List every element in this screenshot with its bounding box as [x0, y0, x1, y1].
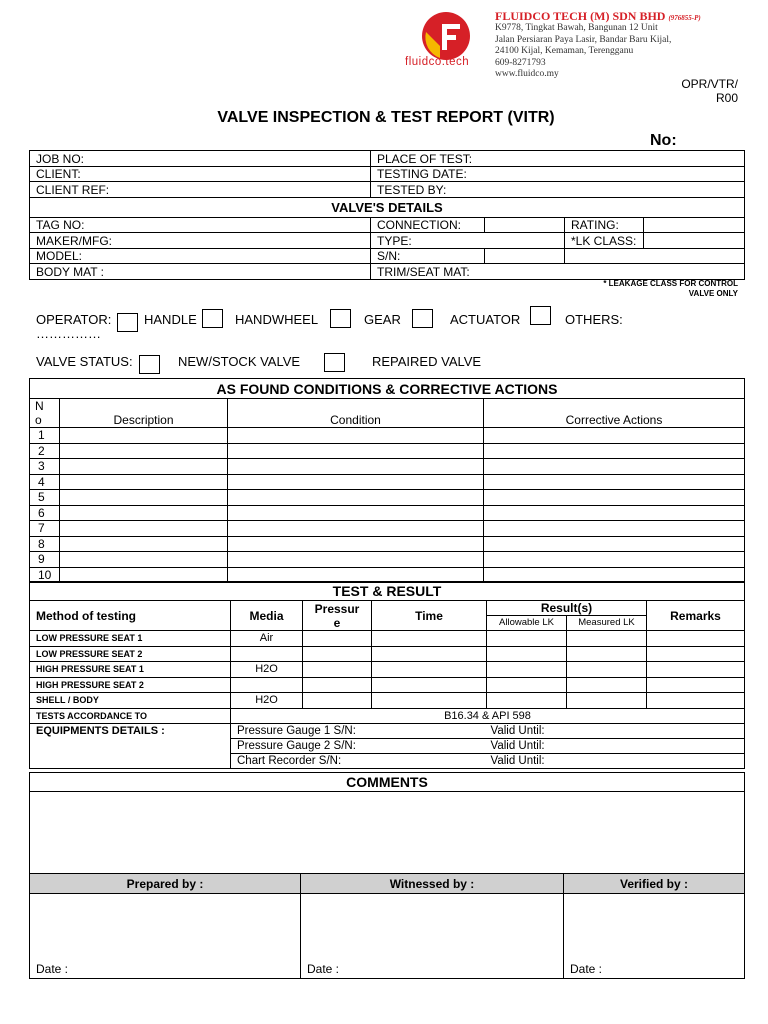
operator-option-handwheel: HANDWHEEL	[235, 312, 319, 327]
description-header: Description	[60, 399, 228, 428]
corrective-action-cell[interactable]	[484, 459, 745, 475]
condition-header: Condition	[228, 399, 484, 428]
testing-date-field[interactable]: TESTING DATE:	[371, 167, 745, 182]
doc-ref-line: OPR/VTR/	[681, 77, 738, 91]
tag-no-field[interactable]: TAG NO:	[30, 218, 371, 233]
rating-label: RATING:	[565, 218, 644, 233]
corrective-action-cell[interactable]	[484, 443, 745, 459]
test-result-table	[29, 581, 745, 769]
footnote-line: VALVE ONLY	[688, 289, 738, 298]
operator-checkbox-actuator[interactable]	[530, 306, 551, 325]
equipment-name[interactable]: Pressure Gauge 2 S/N:	[231, 738, 487, 753]
corrective-action-cell[interactable]	[484, 490, 745, 506]
job-no-field[interactable]: JOB NO:	[30, 151, 371, 167]
corrective-action-cell[interactable]	[484, 521, 745, 537]
condition-cell[interactable]	[228, 459, 484, 475]
row-number: 9	[30, 552, 60, 568]
test-allowable-lk[interactable]	[487, 646, 567, 662]
equipment-name[interactable]: Chart Recorder S/N:	[231, 753, 487, 768]
pressure-header-line: Pressur	[314, 601, 360, 616]
connection-label: CONNECTION:	[371, 218, 485, 233]
test-remarks[interactable]	[647, 693, 745, 709]
test-measured-lk[interactable]	[567, 662, 647, 678]
test-pressure[interactable]	[303, 677, 372, 693]
type-label: TYPE:	[371, 233, 485, 249]
logo-text: fluidco.tech	[405, 56, 470, 68]
description-cell[interactable]	[60, 443, 228, 459]
doc-ref	[681, 77, 738, 105]
test-method: HIGH PRESSURE SEAT 2	[30, 677, 231, 693]
accordance-label: TESTS ACCORDANCE TO	[30, 708, 231, 723]
measured-lk-header: Measured LK	[567, 616, 647, 631]
results-header: Result(s)	[487, 601, 647, 616]
sn-label: S/N:	[371, 249, 485, 264]
footnote-line: * LEAKAGE CLASS FOR CONTROL	[603, 279, 738, 288]
as-found-row	[30, 428, 745, 444]
test-media[interactable]: Air	[231, 631, 303, 647]
test-media[interactable]	[231, 646, 303, 662]
as-found-row	[30, 443, 745, 459]
test-media[interactable]: H2O	[231, 662, 303, 678]
test-time[interactable]	[372, 677, 487, 693]
test-time[interactable]	[372, 631, 487, 647]
address-line: K9778, Tingkat Bawah, Bangunan 12 Unit	[495, 23, 658, 33]
corrective-action-cell[interactable]	[484, 536, 745, 552]
equipment-valid[interactable]: Valid Until:	[487, 753, 745, 768]
method-header: Method of testing	[30, 601, 231, 631]
as-found-rows	[30, 428, 745, 583]
condition-cell[interactable]	[228, 521, 484, 537]
as-found-heading: AS FOUND CONDITIONS & CORRECTIVE ACTIONS	[30, 379, 745, 399]
pressure-header-line: e	[333, 615, 341, 630]
row-number: 5	[30, 490, 60, 506]
doc-ref-line: R00	[715, 91, 738, 105]
header-info-table	[29, 150, 745, 198]
as-found-table	[29, 378, 745, 583]
equipment-name[interactable]: Pressure Gauge 1 S/N:	[231, 723, 487, 738]
maker-field[interactable]: MAKER/MFG:	[30, 233, 371, 249]
witnessed-by-header: Witnessed by :	[301, 874, 564, 894]
time-header: Time	[372, 601, 487, 631]
address-line: 24100 Kijal, Kemaman, Terengganu	[495, 46, 634, 56]
valve-status-checkbox-1[interactable]	[139, 355, 160, 374]
description-cell[interactable]	[60, 459, 228, 475]
test-measured-lk[interactable]	[567, 677, 647, 693]
client-ref-field[interactable]: CLIENT REF:	[30, 182, 371, 198]
place-of-test-field[interactable]: PLACE OF TEST:	[371, 151, 745, 167]
operator-option-handle: HANDLE	[144, 312, 197, 327]
operator-others-dots[interactable]: ……………	[36, 326, 101, 341]
test-row	[30, 693, 745, 709]
operator-checkbox-handwheel[interactable]	[330, 309, 351, 328]
test-method: SHELL / BODY	[30, 693, 231, 709]
operator-option-others: OTHERS:	[565, 312, 623, 327]
valve-details-table	[29, 197, 745, 280]
leakage-footnote	[603, 279, 738, 299]
condition-cell[interactable]	[228, 536, 484, 552]
row-number: 2	[30, 443, 60, 459]
test-remarks[interactable]	[647, 677, 745, 693]
test-allowable-lk[interactable]	[487, 677, 567, 693]
description-cell[interactable]	[60, 552, 228, 568]
test-allowable-lk[interactable]	[487, 693, 567, 709]
comments-table	[29, 772, 745, 874]
equipment-label: EQUIPMENTS DETAILS :	[30, 723, 231, 768]
operator-checkbox-gear[interactable]	[412, 309, 433, 328]
test-pressure[interactable]	[303, 631, 372, 647]
test-media[interactable]: H2O	[231, 693, 303, 709]
model-field[interactable]: MODEL:	[30, 249, 371, 264]
operator-option-gear: GEAR	[364, 312, 401, 327]
test-time[interactable]	[372, 646, 487, 662]
row-number: 4	[30, 474, 60, 490]
trim-mat-field[interactable]: TRIM/SEAT MAT:	[371, 264, 745, 280]
corrective-action-cell[interactable]	[484, 505, 745, 521]
verified-by-header: Verified by :	[564, 874, 745, 894]
sn-extra[interactable]	[565, 249, 745, 264]
prepared-by-header: Prepared by :	[30, 874, 301, 894]
test-method: HIGH PRESSURE SEAT 1	[30, 662, 231, 678]
valve-status-repaired: REPAIRED VALVE	[372, 354, 482, 369]
no-header-line: N	[35, 399, 44, 413]
test-method: LOW PRESSURE SEAT 1	[30, 631, 231, 647]
description-cell[interactable]	[60, 505, 228, 521]
operator-checkbox-1[interactable]	[117, 313, 138, 332]
no-header-line: o	[35, 413, 42, 427]
as-found-row	[30, 505, 745, 521]
pressure-header	[303, 601, 372, 631]
test-time[interactable]	[372, 662, 487, 678]
report-no-label: No:	[650, 132, 677, 149]
description-cell[interactable]	[60, 474, 228, 490]
test-pressure[interactable]	[303, 693, 372, 709]
row-number: 10	[30, 567, 60, 583]
test-measured-lk[interactable]	[567, 631, 647, 647]
signoff-table	[29, 873, 745, 979]
description-cell[interactable]	[60, 536, 228, 552]
operator-option-actuator: ACTUATOR	[450, 312, 521, 327]
client-field[interactable]: CLIENT:	[30, 167, 371, 182]
condition-cell[interactable]	[228, 428, 484, 444]
row-number: 1	[30, 428, 60, 444]
prepared-by-signature[interactable]	[30, 894, 301, 979]
test-result-heading: TEST & RESULT	[30, 582, 745, 601]
comments-area[interactable]	[30, 792, 745, 874]
condition-cell[interactable]	[228, 443, 484, 459]
test-row	[30, 677, 745, 693]
test-row	[30, 662, 745, 678]
test-media[interactable]	[231, 677, 303, 693]
company-name-line	[495, 9, 701, 24]
row-number: 3	[30, 459, 60, 475]
test-method: LOW PRESSURE SEAT 2	[30, 646, 231, 662]
row-number: 8	[30, 536, 60, 552]
test-time[interactable]	[372, 693, 487, 709]
remarks-header: Remarks	[647, 601, 745, 631]
verified-by-signature[interactable]	[564, 894, 745, 979]
company-address	[495, 23, 671, 81]
condition-cell[interactable]	[228, 505, 484, 521]
as-found-row	[30, 490, 745, 506]
as-found-row	[30, 552, 745, 568]
as-found-row	[30, 459, 745, 475]
row-number: 7	[30, 521, 60, 537]
company-reg: (976855-P)	[668, 14, 701, 22]
equipment-valid[interactable]: Valid Until:	[487, 738, 745, 753]
lk-class-value[interactable]	[644, 233, 745, 249]
condition-cell[interactable]	[228, 474, 484, 490]
test-pressure[interactable]	[303, 662, 372, 678]
address-phone: 609-8271793	[495, 57, 546, 68]
as-found-row	[30, 521, 745, 537]
condition-cell[interactable]	[228, 490, 484, 506]
allowable-lk-header: Allowable LK	[487, 616, 567, 631]
address-website: www.fluidco.my	[495, 69, 559, 79]
test-measured-lk[interactable]	[567, 646, 647, 662]
witnessed-by-signature[interactable]	[301, 894, 564, 979]
no-header	[30, 399, 60, 428]
valve-status-new: NEW/STOCK VALVE	[178, 354, 301, 369]
operator-checkbox-handle[interactable]	[202, 309, 223, 328]
condition-cell[interactable]	[228, 552, 484, 568]
body-mat-field[interactable]: BODY MAT :	[30, 264, 371, 280]
type-value[interactable]	[485, 233, 565, 249]
test-allowable-lk[interactable]	[487, 631, 567, 647]
media-header: Media	[231, 601, 303, 631]
valve-status-checkbox-2[interactable]	[324, 353, 345, 372]
date-label: Date :	[36, 962, 69, 976]
test-remarks[interactable]	[647, 662, 745, 678]
page-title: VALVE INSPECTION & TEST REPORT (VITR)	[217, 109, 555, 126]
operator-label: OPERATOR:	[36, 312, 112, 327]
description-cell[interactable]	[60, 490, 228, 506]
accordance-value: B16.34 & API 598	[231, 708, 745, 723]
test-measured-lk[interactable]	[567, 693, 647, 709]
connection-value[interactable]	[485, 218, 565, 233]
test-rows	[30, 631, 745, 709]
address-line: Jalan Persiaran Paya Lasir, Bandar Baru Kijal,	[495, 34, 672, 45]
description-cell[interactable]	[60, 521, 228, 537]
lk-class-label: *LK CLASS:	[565, 233, 644, 249]
test-remarks[interactable]	[647, 646, 745, 662]
corrective-actions-header: Corrective Actions	[484, 399, 745, 428]
corrective-action-cell[interactable]	[484, 474, 745, 490]
test-remarks[interactable]	[647, 631, 745, 647]
test-row	[30, 646, 745, 662]
test-pressure[interactable]	[303, 646, 372, 662]
as-found-row	[30, 474, 745, 490]
corrective-action-cell[interactable]	[484, 552, 745, 568]
date-label: Date :	[570, 962, 603, 976]
valve-details-heading: VALVE'S DETAILS	[30, 198, 745, 218]
test-row	[30, 631, 745, 647]
valve-status-label: VALVE STATUS:	[36, 354, 133, 369]
description-cell[interactable]	[60, 428, 228, 444]
as-found-row	[30, 536, 745, 552]
equipment-valid[interactable]: Valid Until:	[487, 723, 745, 738]
date-label: Date :	[307, 962, 340, 976]
company-name: FLUIDCO TECH (M) SDN BHD	[495, 9, 666, 23]
row-number: 6	[30, 505, 60, 521]
sn-value[interactable]	[485, 249, 565, 264]
tested-by-field[interactable]: TESTED BY:	[371, 182, 745, 198]
test-allowable-lk[interactable]	[487, 662, 567, 678]
corrective-action-cell[interactable]	[484, 428, 745, 444]
comments-heading: COMMENTS	[30, 773, 745, 792]
rating-value[interactable]	[644, 218, 745, 233]
